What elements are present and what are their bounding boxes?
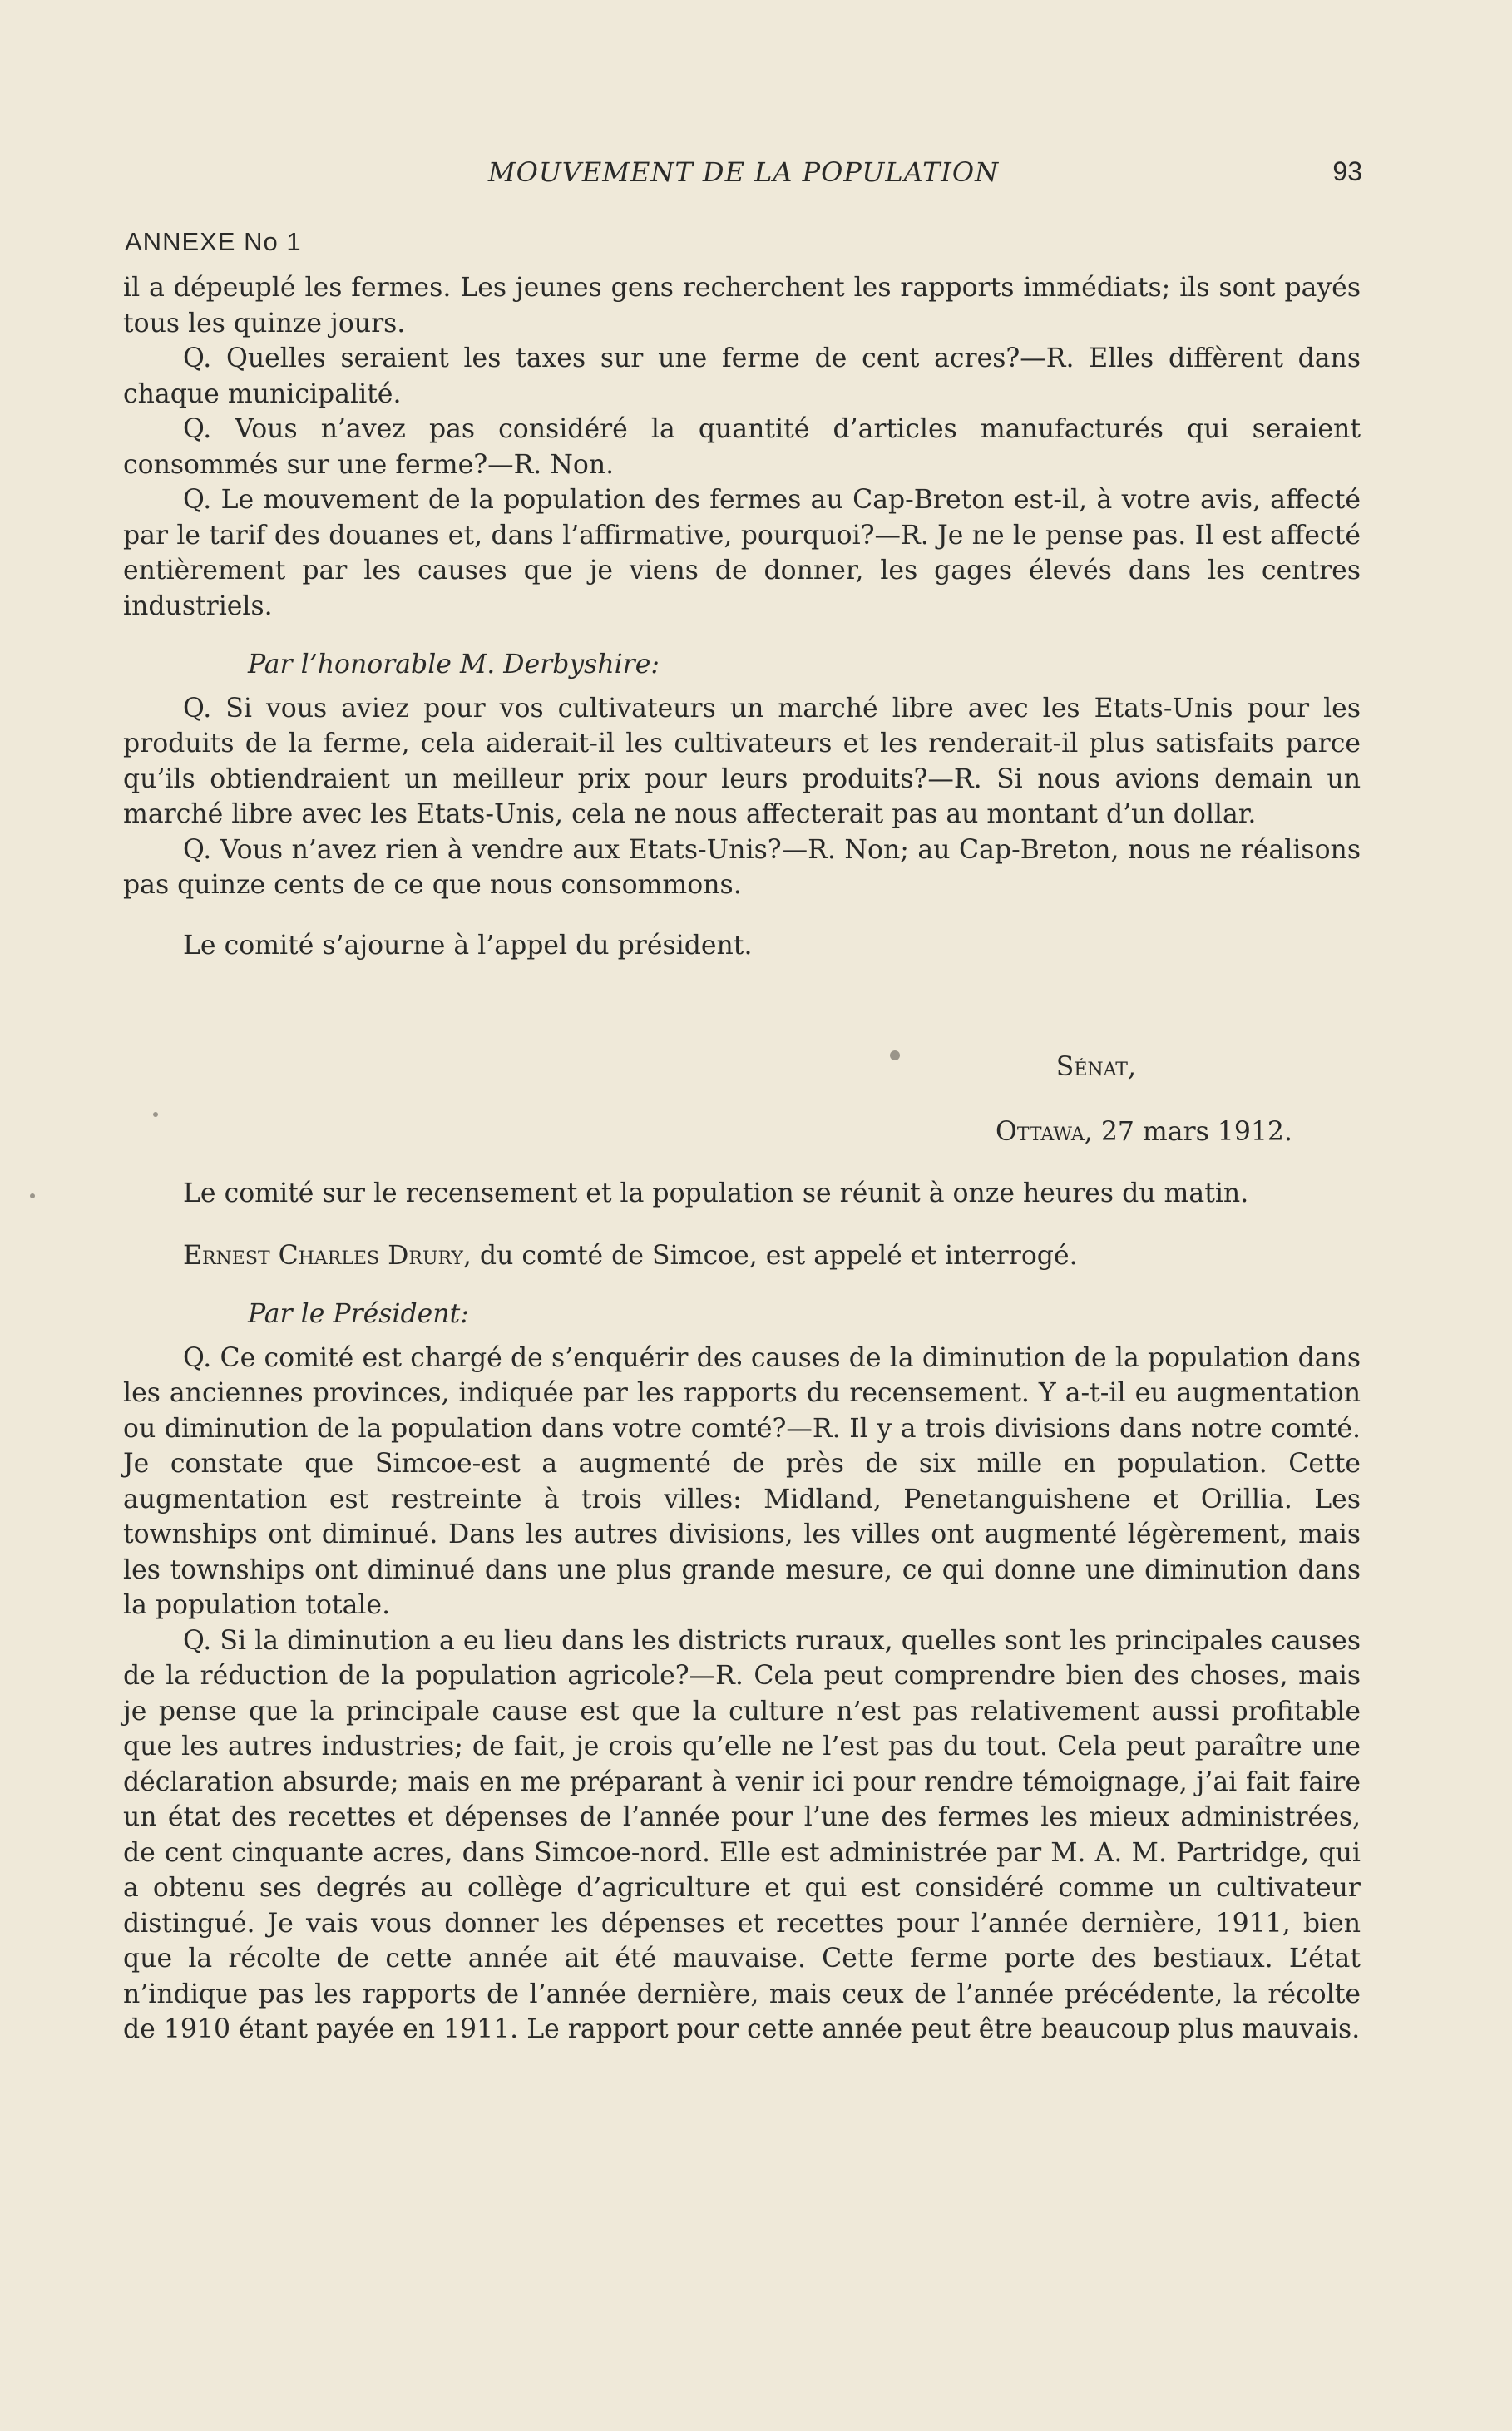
witness-statement: [123, 1238, 1361, 1274]
paragraph: Q. Vous n’avez rien à vendre aux Etats-Unis?—R. Non; au Cap-Breton, nous ne réalisons pas quinze cents de ce que nous consommons.: [123, 834, 1361, 900]
paragraph: Q. Le mouvement de la population des fermes au Cap-Breton est-il, à votre avis, affecté par le tarif des douanes et, dans l’affirmative, pourquoi?—R. Je ne le pense pas. Il est affecté entièrement par les causes que je viens de donner, les gages élevés dans les centres industriels.: [123, 485, 1361, 621]
dateline-place: Ottawa,: [996, 1116, 1093, 1147]
paper-speck: [890, 1050, 900, 1060]
witness-text: du comté de Simcoe, est appelé et interrogé.: [479, 1240, 1078, 1271]
annex-label: ANNEXE No 1: [125, 227, 302, 256]
running-header: [125, 156, 1362, 198]
paper-speck: [153, 1112, 158, 1117]
paragraph: Q. Vous n’avez pas considéré la quantité d’articles manufacturés qui seraient consommés sur une ferme?—R. Non.: [123, 414, 1361, 480]
page-number: 93: [1332, 156, 1362, 186]
senate-heading: Sénat,: [1055, 1052, 1136, 1082]
speaker-heading: Par l’honorable M. Derbyshire:: [248, 650, 660, 679]
dateline: [123, 1114, 1361, 1150]
adjournment-note: Le comité s’ajourne à l’appel du président.: [183, 930, 753, 961]
paragraph: Q. Si la diminution a eu lieu dans les districts ruraux, quelles sont les principales causes de la réduction de la population agricole?—R. Cela peut comprendre bien des choses, mais je pense que la principale cause est que la culture n’est pas relativement aussi profitable que les autres industries; de fait, je crois qu’elle ne l’est pas du tout. Cela peut paraître une déclaration absurde; mais en me préparant à venir ici pour rendre témoignage, j’ai fait faire un état des recettes et dépenses de l’année pour l’une des fermes les mieux administrées, de cent cinquante acres, dans Simcoe-nord. Elle est administrée par M. A. M. Partridge, qui a obtenu ses degrés au collège d’agriculture et qui est considéré comme un cultivateur distingué. Je vais vous donner les dépenses et recettes pour l’année dernière, 1911, bien que la récolte de cette année ait été mauvaise. Cette ferme porte des bestiaux. L’état n’indique pas les rapports de l’année dernière, mais ceux de l’année précédente, la récolte de 1910 étant payée en 1911. Le rapport pour cette année peut être beaucoup plus mauvais.: [123, 1625, 1361, 2044]
paragraph: Q. Quelles seraient les taxes sur une ferme de cent acres?—R. Elles diffèrent dans chaque municipalité.: [123, 343, 1361, 409]
paper-speck: [30, 1193, 35, 1198]
body-text: [123, 270, 1361, 2048]
paragraph: Q. Si vous aviez pour vos cultivateurs un marché libre avec les Etats-Unis pour les produits de la ferme, cela aiderait-il les cultivateurs et les renderait-il plus satisfaits parce qu’ils obtiendraient un meilleur prix pour leurs produits?—R. Si nous avions demain un marché libre avec les Etats-Unis, cela ne nous affecterait pas au montant d’un dollar.: [123, 693, 1361, 829]
speaker-heading: Par le Président:: [248, 1299, 469, 1329]
witness-name: Ernest Charles Drury,: [183, 1240, 472, 1271]
dateline-date: 27 mars 1912.: [1100, 1116, 1292, 1147]
running-title: MOUVEMENT DE LA POPULATION: [487, 156, 1000, 188]
paragraph: Q. Ce comité est chargé de s’enquérir des causes de la diminution de la population dans les anciennes provinces, indiquée par les rapports du recensement. Y a-t-il eu augmentation ou diminution de la population dans votre comté?—R. Il y a trois divisions dans notre comté. Je constate que Simcoe-est a augmenté de près de six mille en population. Cette augmentation est restreinte à trois villes: Midland, Penetanguishene et Orillia. Les townships ont diminué. Dans les autres divisions, les villes ont augmenté légèrement, mais les townships ont diminué dans une plus grande mesure, ce qui donne une diminution dans la population totale.: [123, 1342, 1361, 1620]
paragraph: il a dépeuplé les fermes. Les jeunes gens recherchent les rapports immédiats; ils sont payés tous les quinze jours.: [123, 273, 1361, 338]
meeting-statement: Le comité sur le recensement et la population se réunit à onze heures du matin.: [183, 1178, 1249, 1208]
